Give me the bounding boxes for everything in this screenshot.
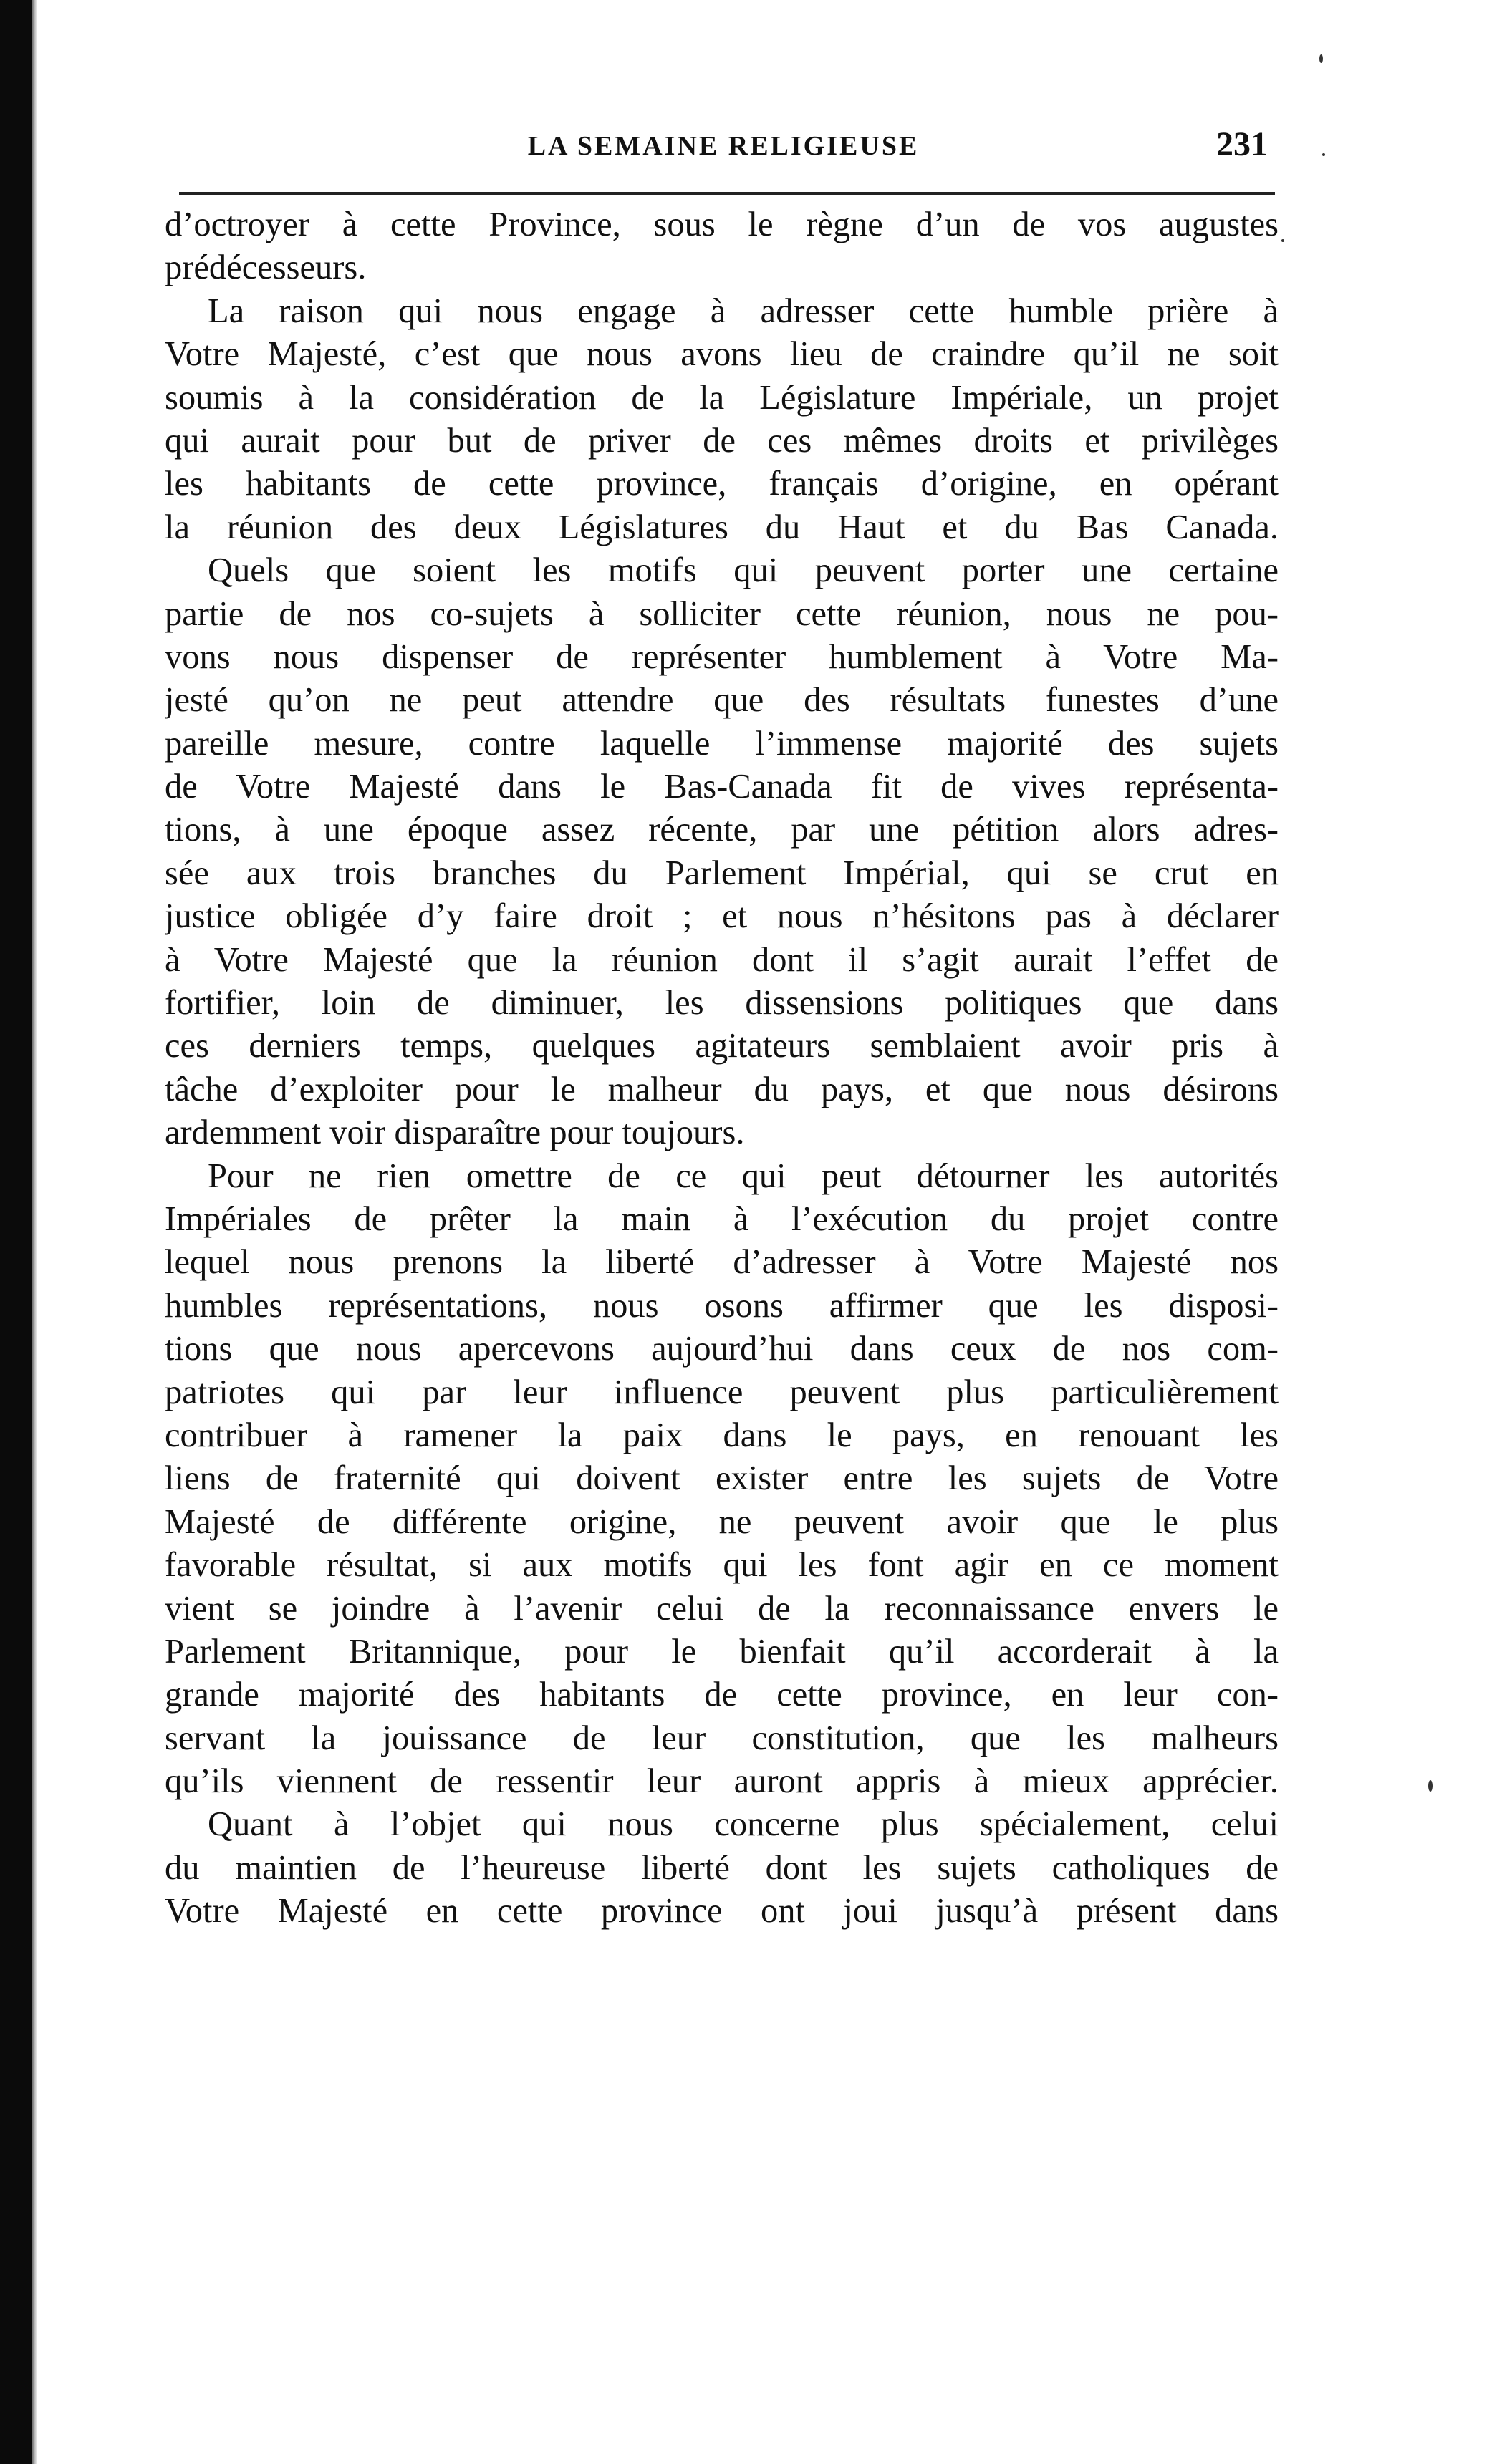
running-title: LA SEMAINE RELIGIEUSE — [527, 131, 920, 161]
text-line: Votre Majesté en cette province ont joui jusqu’à présent dans — [165, 1892, 1279, 1931]
text-line: tions, à une époque assez récente, par une pétition alors adres- — [165, 811, 1279, 849]
text-line: Majesté de différente origine, ne peuvent avoir que le plus — [165, 1502, 1279, 1541]
text-line: favorable résultat, si aux motifs qui les font agir en ce moment — [165, 1546, 1279, 1585]
text-line: servant la jouissance de leur constitution, que les malheurs — [165, 1719, 1279, 1757]
ink-speck — [1322, 153, 1325, 156]
text-line: liens de fraternité qui doivent exister entre les sujets de Votre — [165, 1459, 1279, 1498]
text-line: qui aurait pour but de priver de ces mêmes droits et privilèges — [165, 421, 1279, 460]
text-line: pareille mesure, contre laquelle l’immense majorité des sujets — [165, 724, 1279, 763]
text-line: qu’ils viennent de ressentir leur auront appris à mieux apprécier. — [165, 1762, 1279, 1801]
text-line: les habitants de cette province, français d’origine, en opérant — [165, 465, 1279, 503]
text-line: humbles représentations, nous osons affirmer que les disposi- — [165, 1286, 1279, 1325]
text-line: justice obligée d’y faire droit ; et nous n’hésitons pas à déclarer — [165, 897, 1279, 936]
text-line: vient se joindre à l’avenir celui de la reconnaissance envers le — [165, 1589, 1279, 1628]
body-text — [165, 203, 1279, 1933]
text-line: partie de nos co-sujets à solliciter cette réunion, nous ne pou- — [165, 594, 1279, 633]
text-line: Pour ne rien omettre de ce qui peut détourner les autorités — [208, 1156, 1279, 1195]
text-line: du maintien de l’heureuse liberté dont les sujets catholiques de — [165, 1848, 1279, 1887]
text-line: Quels que soient les motifs qui peuvent porter une certaine — [208, 551, 1279, 590]
text-line: soumis à la considération de la Législature Impériale, un projet — [165, 378, 1279, 417]
text-line: fortifier, loin de diminuer, les dissensions politiques que dans — [165, 984, 1279, 1023]
ink-speck — [1319, 54, 1323, 63]
text-line: jesté qu’on ne peut attendre que des résultats funestes d’une — [165, 681, 1279, 720]
ink-speck — [1281, 239, 1284, 242]
text-line: patriotes qui par leur influence peuvent plus particulièrement — [165, 1373, 1279, 1411]
text-line: ces derniers temps, quelques agitateurs semblaient avoir pris à — [165, 1027, 1279, 1066]
ink-speck — [1428, 1780, 1433, 1792]
text-line: sée aux trois branches du Parlement Impérial, qui se crut en — [165, 854, 1279, 892]
text-line: prédécesseurs. — [165, 248, 367, 287]
binding-shadow — [0, 0, 32, 2464]
text-line: la réunion des deux Législatures du Haut et du Bas Canada. — [165, 508, 1279, 546]
text-line: vons nous dispenser de représenter humblement à Votre Ma- — [165, 637, 1279, 676]
header-rule — [179, 192, 1275, 195]
binding-edge — [32, 0, 37, 2464]
page-number: 231 — [1216, 125, 1268, 163]
text-line: ardemment voir disparaître pour toujours. — [165, 1113, 745, 1152]
text-line: à Votre Majesté que la réunion dont il s’agit aurait l’effet de — [165, 940, 1279, 979]
page-header — [179, 120, 1268, 178]
text-line: lequel nous prenons la liberté d’adresser à Votre Majesté nos — [165, 1243, 1279, 1282]
text-line: tâche d’exploiter pour le malheur du pays, et que nous désirons — [165, 1070, 1279, 1108]
text-line: d’octroyer à cette Province, sous le règne d’un de vos augustes — [165, 206, 1279, 243]
text-line: de Votre Majesté dans le Bas-Canada fit de vives représenta- — [165, 768, 1279, 806]
text-line: Votre Majesté, c’est que nous avons lieu de craindre qu’il ne soit — [165, 335, 1279, 374]
text-line: contribuer à ramener la paix dans le pays, en renouant les — [165, 1416, 1279, 1454]
text-line: Quant à l’objet qui nous concerne plus spécialement, celui — [208, 1805, 1279, 1844]
text-line: La raison qui nous engage à adresser cette humble prière à — [208, 291, 1279, 330]
text-line: Parlement Britannique, pour le bienfait qu’il accorderait à la — [165, 1632, 1279, 1671]
text-line: Impériales de prêter la main à l’exécution du projet contre — [165, 1199, 1279, 1238]
text-line: tions que nous apercevons aujourd’hui dans ceux de nos com- — [165, 1330, 1279, 1368]
text-line: grande majorité des habitants de cette province, en leur con- — [165, 1676, 1279, 1714]
